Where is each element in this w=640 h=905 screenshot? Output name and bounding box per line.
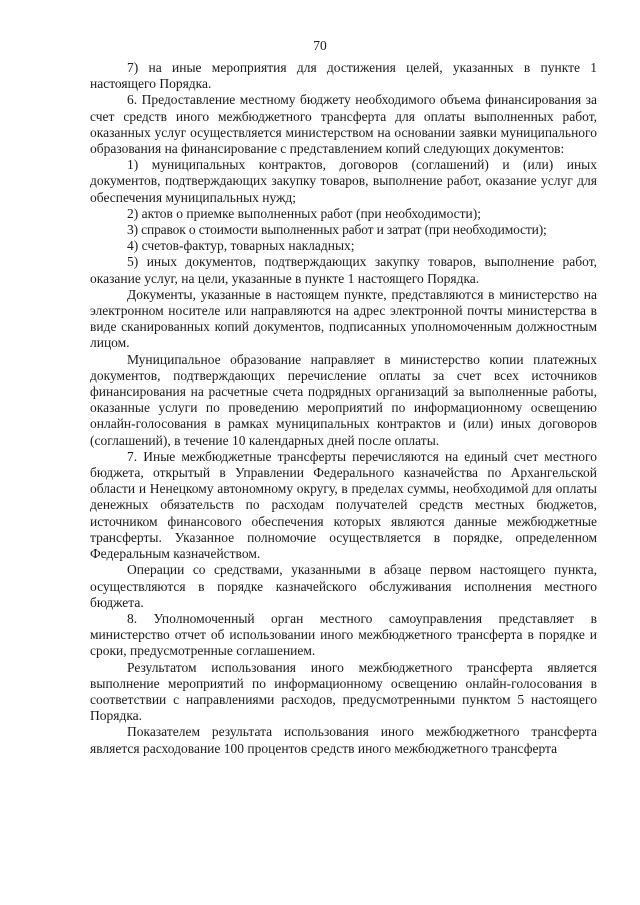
page-number: 70: [313, 38, 327, 53]
list-item-4: 4) счетов-фактур, товарных накладных;: [127, 238, 355, 254]
paragraph-municipality: Муниципальное образование направляет в министерство копии платежных документов, подтверждающих перечисление оплаты за счет всех источников финансирования на расчетные счета подрядных организаций за выполненные работы, оказанные услуги по проведению мероприятий по информационному освещению онлайн-голосования в рамках муниципальных контрактов и (или) иных договоров (соглашений), в течение 10 календарных дней после оплаты.: [90, 351, 597, 448]
paragraph-clause-7: 7. Иные межбюджетные трансферты перечисляются на единый счет местного бюджета, открытый в Управлении Федерального казначейства по Архангельской области и Ненецкому автономному округу, в пределах суммы, необходимой для оплаты денежных обязательств по расходам получателей средств местных бюджетов, источником финансового обеспечения которых являются данные межбюджетные трансферты. Указанное полномочие осуществляется в порядке, определенном Федеральным казначейством.: [90, 448, 597, 562]
list-item-2: 2) актов о приемке выполненных работ (при необходимости);: [127, 205, 482, 221]
list-item-5: 5) иных документов, подтверждающих закупку товаров, выполнение работ, оказание услуг, на цели, указанные в пункте 1 настоящего Порядка.: [90, 254, 597, 286]
paragraph-clause-6: 6. Предоставление местному бюджету необходимого объема финансирования за счет средств иного межбюджетного трансферта для оплаты выполненных работ, оказанных услуг осуществляется министерством на основании заявки муниципального образования на финансирование с представлением копий следующих документов:: [90, 92, 597, 157]
paragraph-operations: Операции со средствами, указанными в абзаце первом настоящего пункта, осуществляются в порядке казначейского обслуживания исполнения местного бюджета.: [90, 562, 597, 610]
paragraph-clause-8: 8. Уполномоченный орган местного самоуправления представляет в министерство отчет об использовании иного межбюджетного трансферта в порядке и сроки, предусмотренные соглашением.: [90, 610, 597, 659]
list-item-3: 3) справок о стоимости выполненных работ и затрат (при необходимости);: [127, 222, 547, 238]
list-item-1: 1) муниципальных контрактов, договоров (соглашений) и (или) иных документов, подтверждающих закупку товаров, выполнение работ, оказание услуг для обеспечения муниципальных нужд;: [90, 157, 597, 205]
paragraph-item-7: 7) на иные мероприятия для достижения целей, указанных в пункте 1 настоящего Порядка.: [90, 60, 597, 92]
document-body: [90, 60, 597, 757]
paragraph-documents: Документы, указанные в настоящем пункте, представляются в министерство на электронном носителе или направляются на адрес электронной почты министерства в виде сканированных копий документов, подписанных уполномоченным должностным лицом.: [90, 286, 597, 351]
paragraph-indicator: Показателем результата использования иного межбюджетного трансферта является расходование 100 процентов средств иного межбюджетного трансферта: [90, 724, 597, 756]
paragraph-result: Результатом использования иного межбюджетного трансферта является выполнение мероприятий по информационному освещению онлайн-голосования в соответствии с направлениями расходов, предусмотренными пунктом 5 настоящего Порядка.: [90, 659, 597, 724]
